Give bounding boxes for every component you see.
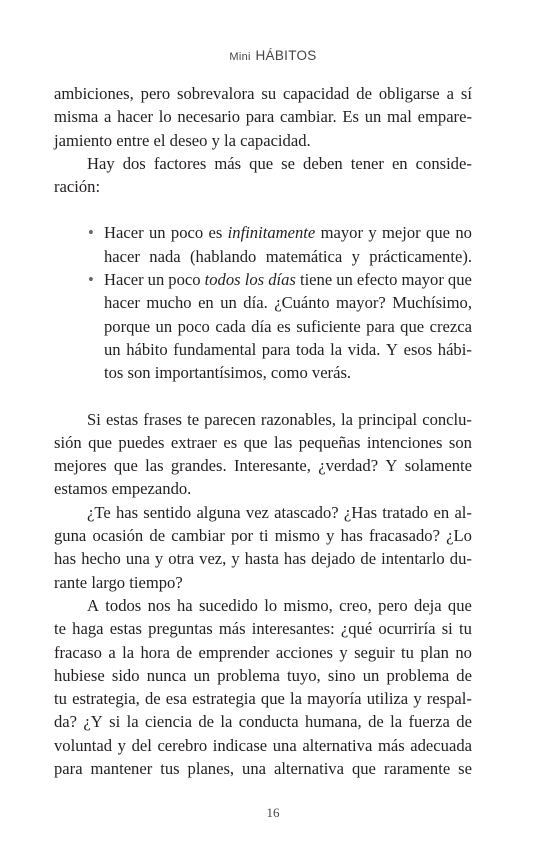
paragraph-gap bbox=[54, 385, 472, 408]
word: si bbox=[441, 619, 453, 639]
word: has bbox=[340, 526, 363, 546]
word: la bbox=[330, 339, 343, 359]
word: no bbox=[455, 642, 472, 662]
word: es bbox=[208, 223, 223, 243]
text-line bbox=[54, 268, 472, 291]
word: son bbox=[448, 432, 472, 452]
word: mantener bbox=[90, 759, 153, 779]
word: empezando. bbox=[111, 479, 192, 499]
word: del bbox=[131, 735, 152, 755]
word: intentarlo bbox=[381, 549, 445, 569]
word: cerebro bbox=[157, 735, 208, 755]
word: la bbox=[126, 712, 139, 732]
word: frases bbox=[143, 409, 182, 429]
word: tiene bbox=[299, 270, 333, 290]
text-line bbox=[54, 547, 472, 570]
word: ¿Cuánto bbox=[274, 293, 330, 313]
word: tu bbox=[54, 689, 67, 709]
word: nos bbox=[147, 595, 171, 615]
word: nada bbox=[149, 246, 181, 266]
word: mayoría bbox=[307, 689, 362, 709]
text-line bbox=[54, 687, 472, 710]
word: problema bbox=[386, 665, 450, 685]
word: no bbox=[455, 223, 472, 243]
word: vida. bbox=[347, 339, 381, 359]
word: tus bbox=[160, 759, 180, 779]
text-line bbox=[54, 175, 472, 198]
word: que bbox=[426, 223, 451, 243]
word: poco bbox=[168, 270, 201, 290]
word: que bbox=[260, 689, 285, 709]
word: alguna bbox=[196, 502, 241, 522]
word: acciones bbox=[275, 642, 333, 662]
header-title: HÁBITOS bbox=[255, 48, 317, 63]
word: una bbox=[125, 549, 150, 569]
word: se bbox=[458, 759, 472, 779]
word: las bbox=[273, 432, 293, 452]
word: otra bbox=[168, 549, 195, 569]
word: ¿Has bbox=[343, 502, 378, 522]
word: y bbox=[413, 689, 422, 709]
word: rante bbox=[54, 572, 92, 592]
word: suficiente bbox=[296, 316, 361, 336]
text-line bbox=[54, 152, 472, 175]
word: cada bbox=[215, 316, 246, 336]
text-line bbox=[54, 757, 472, 780]
word: hacer bbox=[104, 293, 140, 313]
word: que bbox=[88, 432, 113, 452]
text-line bbox=[54, 501, 472, 524]
word: estrategia bbox=[192, 689, 256, 709]
word: se bbox=[281, 153, 295, 173]
word: un bbox=[220, 293, 237, 313]
word: deseo bbox=[169, 130, 212, 150]
word: es bbox=[276, 316, 291, 336]
word: ¿Y bbox=[83, 712, 103, 732]
word: humana, bbox=[305, 712, 362, 732]
word: sí bbox=[460, 84, 472, 103]
word: mejor bbox=[381, 223, 421, 243]
word: en bbox=[391, 153, 408, 173]
word: y bbox=[368, 223, 377, 243]
word: tratado bbox=[382, 502, 429, 522]
word: de bbox=[356, 84, 372, 103]
word: las bbox=[145, 456, 164, 476]
word: de bbox=[360, 549, 377, 569]
word: tiempo? bbox=[129, 572, 183, 592]
word: sobrevalora bbox=[177, 84, 255, 103]
text-line bbox=[54, 571, 472, 594]
word: extraer bbox=[170, 432, 217, 452]
word: deben bbox=[303, 153, 343, 173]
text-line bbox=[54, 734, 472, 757]
word: en bbox=[433, 502, 450, 522]
word: que bbox=[447, 270, 472, 290]
word: hasta bbox=[244, 549, 279, 569]
word: a bbox=[108, 642, 116, 662]
word: hora bbox=[140, 642, 170, 662]
word: más bbox=[218, 619, 246, 639]
word: Interesante, bbox=[233, 456, 311, 476]
word: tener bbox=[350, 153, 384, 173]
word: tos bbox=[104, 363, 128, 383]
page-number: 16 bbox=[266, 805, 280, 820]
word: te bbox=[187, 409, 200, 429]
word: capacidad. bbox=[240, 130, 311, 150]
word: un bbox=[336, 270, 353, 290]
text-line bbox=[54, 82, 472, 105]
word: estamos bbox=[54, 479, 112, 499]
word: Hay bbox=[87, 153, 115, 173]
word: factores bbox=[153, 153, 207, 173]
word: ¿Lo bbox=[446, 526, 472, 546]
word: que bbox=[113, 456, 138, 476]
word: tu bbox=[458, 619, 472, 639]
word: nunca bbox=[146, 665, 187, 685]
text-line bbox=[54, 361, 472, 384]
word: una bbox=[272, 735, 297, 755]
word: si bbox=[109, 712, 121, 732]
word: la bbox=[220, 712, 233, 732]
word: hacer bbox=[117, 107, 153, 127]
word: a bbox=[446, 84, 454, 103]
word: voluntad bbox=[54, 735, 113, 755]
word: entre bbox=[116, 130, 154, 150]
word: mayor bbox=[401, 270, 444, 290]
text-line bbox=[54, 524, 472, 547]
word: su bbox=[261, 84, 277, 103]
text-line bbox=[54, 454, 472, 477]
word: un bbox=[147, 270, 165, 290]
word: indicase bbox=[212, 735, 268, 755]
word: para bbox=[245, 107, 275, 127]
word: hábi- bbox=[437, 339, 472, 359]
word: para bbox=[261, 339, 291, 359]
word: hábito bbox=[126, 339, 168, 359]
word: razonables, bbox=[260, 409, 336, 429]
word: esa bbox=[165, 689, 187, 709]
word: Y bbox=[386, 339, 398, 359]
word: creo, bbox=[339, 595, 372, 615]
word: y bbox=[351, 246, 360, 266]
word: hacer bbox=[104, 246, 140, 266]
word: mal bbox=[387, 107, 412, 127]
word: de bbox=[176, 642, 193, 662]
word: toda bbox=[295, 339, 325, 359]
word: sido bbox=[111, 665, 140, 685]
text-line bbox=[54, 477, 472, 500]
word: sión bbox=[54, 432, 82, 452]
text-line bbox=[54, 315, 472, 338]
word: que bbox=[249, 153, 274, 173]
word: de bbox=[456, 665, 472, 685]
word: de bbox=[368, 712, 384, 732]
word: cambiar bbox=[171, 526, 225, 546]
word: cambiar. bbox=[280, 107, 337, 127]
word: estas bbox=[105, 409, 139, 429]
word: fracaso bbox=[54, 642, 102, 662]
word: la bbox=[122, 642, 135, 662]
word: mejores bbox=[54, 456, 107, 476]
word: lo bbox=[264, 595, 278, 615]
word: has bbox=[54, 549, 77, 569]
word: hecho bbox=[81, 549, 121, 569]
word: interesantes: bbox=[251, 619, 335, 639]
word: ¿verdad? bbox=[318, 456, 379, 476]
paragraph-gap bbox=[54, 198, 472, 221]
word: un bbox=[364, 107, 382, 127]
word: guna bbox=[54, 526, 87, 546]
word: sino bbox=[327, 665, 356, 685]
word: seguir bbox=[354, 642, 395, 662]
text-line bbox=[54, 408, 472, 431]
word: porque bbox=[104, 316, 151, 336]
word: ocurriría bbox=[378, 619, 436, 639]
text-line bbox=[54, 338, 472, 361]
word: crezca bbox=[429, 316, 472, 336]
word: hubiese bbox=[54, 665, 105, 685]
word: ciencia bbox=[144, 712, 192, 732]
word: largo bbox=[91, 572, 130, 592]
word: alternativa bbox=[302, 735, 373, 755]
word: ¿Te bbox=[87, 502, 111, 522]
word: tu bbox=[401, 642, 414, 662]
word: ambiciones, bbox=[54, 84, 134, 103]
word: Es bbox=[342, 107, 359, 127]
word: lo bbox=[158, 107, 172, 127]
word: prácticamente). bbox=[369, 246, 472, 266]
word: conducta bbox=[238, 712, 299, 732]
word: intenciones bbox=[366, 432, 443, 452]
word: grandes. bbox=[170, 456, 227, 476]
word: la bbox=[224, 130, 241, 150]
word: un bbox=[193, 665, 211, 685]
word: sucedido bbox=[198, 595, 258, 615]
word: matemática bbox=[265, 246, 343, 266]
word: ración: bbox=[54, 177, 101, 197]
word: pequeñas bbox=[298, 432, 361, 452]
word: por bbox=[230, 526, 254, 546]
word: que bbox=[351, 759, 376, 779]
word: el bbox=[153, 130, 170, 150]
word: capacidad bbox=[283, 84, 350, 103]
word: todos bbox=[105, 595, 142, 615]
word: y bbox=[231, 549, 240, 569]
word: poco bbox=[170, 223, 204, 243]
bullet-icon: • bbox=[88, 223, 94, 243]
header-prefix: Mini bbox=[229, 51, 251, 63]
word: problema bbox=[217, 665, 280, 685]
word: para bbox=[366, 316, 395, 336]
word: un bbox=[155, 316, 173, 336]
word: de bbox=[149, 526, 166, 546]
word: más bbox=[214, 153, 242, 173]
word: raramente bbox=[383, 759, 451, 779]
word: y bbox=[154, 549, 164, 569]
word: dos bbox=[122, 153, 146, 173]
text-line bbox=[54, 617, 472, 640]
word: parecen bbox=[204, 409, 256, 429]
word: tuyo, bbox=[287, 665, 321, 685]
word: solamente bbox=[404, 456, 472, 476]
word: un bbox=[148, 223, 166, 243]
text-line bbox=[54, 710, 472, 733]
word: plan bbox=[420, 642, 449, 662]
word: da? bbox=[54, 712, 78, 732]
word: de bbox=[198, 712, 214, 732]
word: du- bbox=[449, 549, 472, 569]
word: conclu- bbox=[422, 409, 472, 429]
word: infinitamente bbox=[227, 223, 316, 243]
word: es bbox=[223, 432, 238, 452]
text-line bbox=[54, 291, 472, 314]
word: de bbox=[144, 689, 161, 709]
word: de bbox=[456, 712, 472, 732]
word: deja bbox=[413, 595, 442, 615]
word: haga bbox=[72, 619, 104, 639]
word: mucho bbox=[146, 293, 192, 313]
word: dejado bbox=[311, 549, 356, 569]
word: pero bbox=[378, 595, 408, 615]
word: importantísimos, bbox=[154, 363, 271, 383]
text-line bbox=[54, 221, 472, 244]
word: adecuada bbox=[410, 735, 472, 755]
word: fracasado? bbox=[369, 526, 440, 546]
word: un bbox=[104, 339, 121, 359]
word: mismo bbox=[274, 526, 320, 546]
body-text bbox=[54, 82, 472, 780]
word: en bbox=[198, 293, 214, 313]
word: son bbox=[127, 363, 155, 383]
text-line bbox=[54, 641, 472, 664]
word: al- bbox=[454, 502, 472, 522]
word: mayor? bbox=[336, 293, 386, 313]
word: todos los días bbox=[204, 270, 296, 290]
word: principal bbox=[358, 409, 418, 429]
word: obligarse bbox=[378, 84, 440, 103]
word: que bbox=[447, 595, 472, 615]
word: Hacer bbox=[104, 270, 144, 290]
word: pero bbox=[140, 84, 171, 103]
word: la bbox=[341, 409, 354, 429]
word: como bbox=[270, 363, 312, 383]
word: vez bbox=[245, 502, 269, 522]
word: te bbox=[54, 619, 66, 639]
word: atascado? bbox=[274, 502, 339, 522]
word: Muchísimo, bbox=[392, 293, 472, 313]
word: mayor bbox=[320, 223, 363, 243]
running-header bbox=[0, 47, 546, 65]
word: día bbox=[251, 316, 272, 336]
word: ocasión bbox=[92, 526, 144, 546]
text-line bbox=[54, 431, 472, 454]
word: fundamental bbox=[173, 339, 257, 359]
word: puedes bbox=[118, 432, 165, 452]
word: respal- bbox=[426, 689, 472, 709]
word: y bbox=[326, 526, 335, 546]
word: ha bbox=[176, 595, 193, 615]
word: necesario bbox=[177, 107, 240, 127]
word: ¿qué bbox=[340, 619, 373, 639]
bullet-icon: • bbox=[88, 270, 94, 290]
word: y bbox=[117, 735, 126, 755]
word: has bbox=[115, 502, 139, 522]
word: preguntas bbox=[148, 619, 213, 639]
word: conside- bbox=[415, 153, 472, 173]
word: utiliza bbox=[366, 689, 409, 709]
word: has bbox=[283, 549, 307, 569]
word: Si bbox=[87, 409, 101, 429]
word: A bbox=[87, 595, 99, 615]
text-line bbox=[54, 105, 472, 128]
text-line bbox=[54, 664, 472, 687]
word: que bbox=[400, 316, 425, 336]
word: día. bbox=[243, 293, 268, 313]
word: (hablando bbox=[190, 246, 257, 266]
word: una bbox=[242, 759, 266, 779]
word: ti bbox=[259, 526, 269, 546]
text-line bbox=[54, 594, 472, 617]
word: un bbox=[362, 665, 380, 685]
word: Y bbox=[385, 456, 398, 476]
word: más bbox=[377, 735, 405, 755]
word: esos bbox=[403, 339, 433, 359]
word: para bbox=[54, 759, 83, 779]
word: alternativa bbox=[273, 759, 344, 779]
word: planes, bbox=[187, 759, 235, 779]
word: poco bbox=[177, 316, 210, 336]
word: fuerza bbox=[408, 712, 450, 732]
text-line bbox=[54, 245, 472, 268]
word: vez, bbox=[199, 549, 227, 569]
word: y bbox=[339, 642, 348, 662]
word: la bbox=[390, 712, 403, 732]
word: estas bbox=[109, 619, 142, 639]
text-line bbox=[54, 129, 472, 152]
word: jamiento bbox=[54, 130, 117, 150]
word: a bbox=[103, 107, 112, 127]
word: misma bbox=[54, 107, 99, 127]
word: efecto bbox=[356, 270, 398, 290]
word: mismo, bbox=[283, 595, 333, 615]
word: y bbox=[211, 130, 225, 150]
word: que bbox=[243, 432, 268, 452]
word: estrategia, bbox=[72, 689, 140, 709]
word: empare- bbox=[417, 107, 472, 127]
word: Hacer bbox=[104, 223, 144, 243]
word: la bbox=[290, 689, 302, 709]
word: sentido bbox=[143, 502, 192, 522]
word: emprender bbox=[198, 642, 270, 662]
word: verás. bbox=[311, 363, 352, 383]
